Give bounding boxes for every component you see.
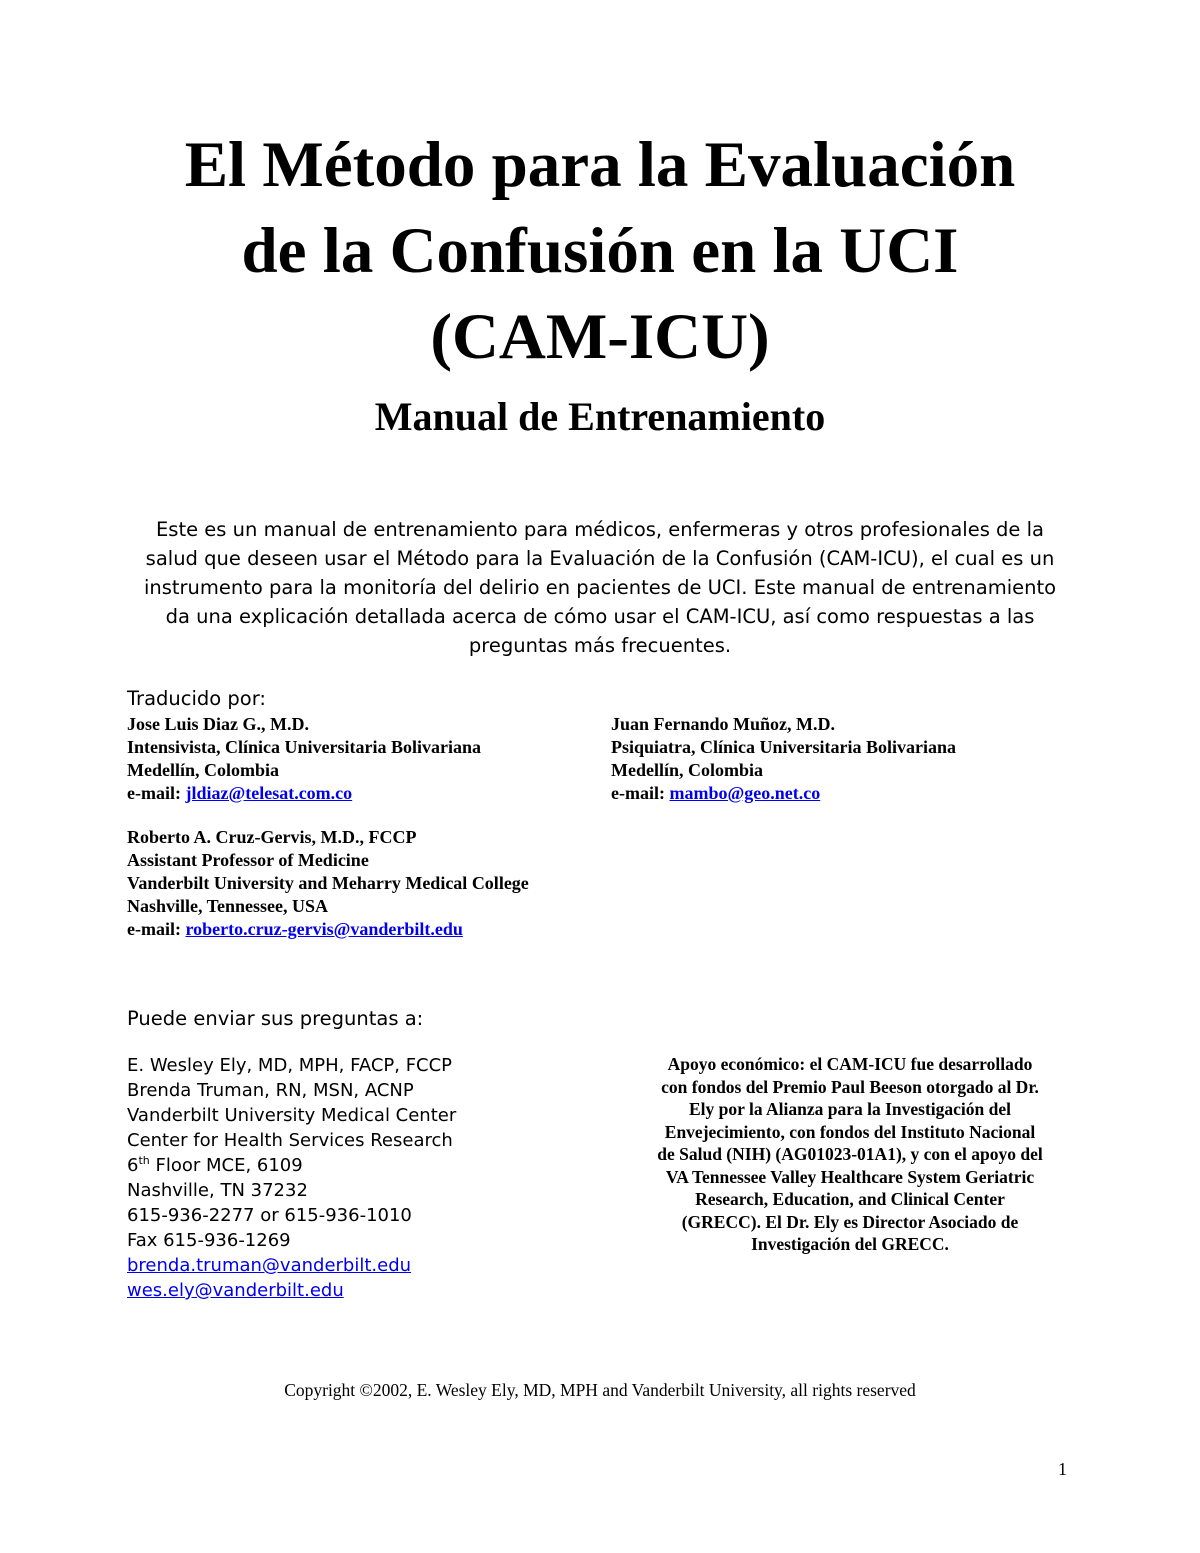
- translator-role: Assistant Professor of Medicine: [127, 850, 369, 870]
- document-subtitle: Manual de Entrenamiento: [374, 394, 826, 439]
- contact-floor-line: [127, 1153, 456, 1178]
- title-line-2: de la Confusión en la UCI: [241, 215, 959, 287]
- contact-email-line: [127, 1278, 456, 1303]
- translator-city: Medellín, Colombia: [127, 760, 279, 780]
- translator-email-line: [127, 918, 529, 941]
- floor-rest: Floor MCE, 6109: [149, 1155, 303, 1176]
- translator-1: [127, 713, 481, 805]
- funding-line: VA Tennessee Valley Healthcare System Geriatric: [665, 1166, 1035, 1187]
- document-title: [0, 122, 1200, 380]
- email-label: e-mail:: [127, 919, 186, 939]
- contact-line: Center for Health Services Research: [127, 1130, 453, 1151]
- funding-line: de Salud (NIH) (AG01023-01A1), y con el apoyo del: [657, 1144, 1043, 1164]
- email-label: e-mail:: [127, 783, 186, 803]
- contact-email-link[interactable]: brenda.truman@vanderbilt.edu: [127, 1255, 412, 1276]
- contact-line: 615-936-2277 or 615-936-1010: [127, 1205, 412, 1226]
- funding-note: [630, 1053, 1070, 1256]
- translated-by-label: Traducido por:: [127, 687, 266, 710]
- funding-line: Envejecimiento, con fondos del Instituto Nacional: [664, 1121, 1036, 1142]
- translator-name: Jose Luis Diaz G., M.D.: [127, 714, 309, 734]
- title-line-1: El Método para la Evaluación: [184, 129, 1016, 201]
- translator-role: Psiquiatra, Clínica Universitaria Bolivariana: [611, 737, 956, 757]
- copyright-notice: Copyright ©2002, E. Wesley Ely, MD, MPH and Vanderbilt University, all rights reserved: [284, 1380, 916, 1400]
- email-label: e-mail:: [611, 783, 670, 803]
- translator-3: [127, 826, 529, 941]
- translator-institution: Vanderbilt University and Meharry Medical College: [127, 873, 529, 893]
- translator-email-link[interactable]: mambo@geo.net.co: [669, 783, 821, 803]
- translator-email-line: [611, 782, 956, 805]
- translator-2: [611, 713, 956, 805]
- translator-name: Roberto A. Cruz-Gervis, M.D., FCCP: [127, 827, 417, 847]
- intro-line: da una explicación detallada acerca de cómo usar el CAM-ICU, así como respuestas a las: [165, 605, 1035, 628]
- contact-email-line: [127, 1253, 456, 1278]
- funding-line: Research, Education, and Clinical Center: [695, 1189, 1005, 1209]
- translator-name: Juan Fernando Muñoz, M.D.: [611, 714, 836, 734]
- floor-number: 6: [127, 1155, 139, 1176]
- funding-line: Ely por la Alianza para la Investigación del: [689, 1099, 1011, 1119]
- contact-block: [127, 1053, 456, 1303]
- contact-email-link[interactable]: wes.ely@vanderbilt.edu: [127, 1280, 344, 1301]
- floor-ordinal: th: [138, 1154, 150, 1167]
- translator-role: Intensivista, Clínica Universitaria Bolivariana: [127, 737, 482, 757]
- questions-label: Puede enviar sus preguntas a:: [127, 1007, 424, 1030]
- translator-city: Medellín, Colombia: [611, 760, 763, 780]
- intro-line: Este es un manual de entrenamiento para médicos, enfermeras y otros profesionales de la: [155, 518, 1044, 541]
- funding-line: con fondos del Premio Paul Beeson otorgado al Dr.: [661, 1076, 1039, 1097]
- intro-line: preguntas más frecuentes.: [468, 634, 732, 657]
- translator-email-link[interactable]: roberto.cruz-gervis@vanderbilt.edu: [185, 919, 463, 939]
- funding-line: Investigación del GRECC.: [751, 1234, 949, 1254]
- title-line-3: (CAM-ICU): [430, 301, 770, 373]
- contact-line: E. Wesley Ely, MD, MPH, FACP, FCCP: [127, 1055, 453, 1076]
- contact-line: Brenda Truman, RN, MSN, ACNP: [127, 1080, 414, 1101]
- intro-line: salud que deseen usar el Método para la Evaluación de la Confusión (CAM-ICU), el cual es un: [145, 547, 1055, 570]
- contact-line: Nashville, TN 37232: [127, 1180, 308, 1201]
- intro-line: instrumento para la monitoría del delirio en pacientes de UCI. Este manual de entrenamiento: [143, 576, 1057, 599]
- funding-line: Apoyo económico: el CAM-ICU fue desarrollado: [667, 1054, 1033, 1074]
- translator-email-line: [127, 782, 481, 805]
- page-number: 1: [1058, 1459, 1067, 1479]
- translator-email-link[interactable]: jldiaz@telesat.com.co: [185, 783, 353, 803]
- funding-line: (GRECC). El Dr. Ely es Director Asociado de: [681, 1211, 1019, 1232]
- contact-line: Vanderbilt University Medical Center: [127, 1105, 457, 1126]
- contact-line: Fax 615-936-1269: [127, 1230, 291, 1251]
- intro-paragraph: [118, 515, 1082, 660]
- translator-city: Nashville, Tennessee, USA: [127, 896, 329, 916]
